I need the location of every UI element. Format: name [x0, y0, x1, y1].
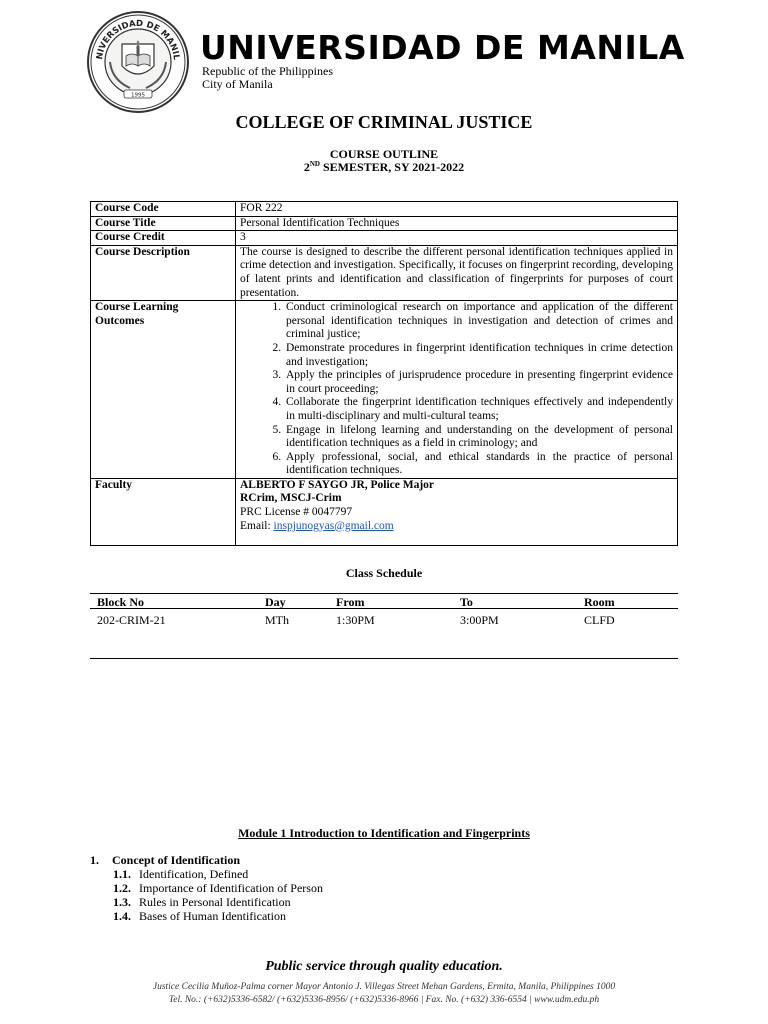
concept-title: Concept of Identification	[112, 853, 240, 867]
outcome-item: 5. Engage in lifelong learning and understanding on the development of personal identification techniques as a field in criminology; and	[284, 424, 673, 451]
semester-rest: SEMESTER, SY 2021-2022	[319, 160, 465, 174]
university-subtitle-country: Republic of the Philippines	[202, 64, 333, 78]
module-subitem	[113, 909, 286, 924]
outcomes-list	[240, 301, 673, 478]
schedule-cell-from: 1:30PM	[336, 613, 375, 627]
course-outcomes-row	[91, 301, 678, 479]
schedule-cell-room: CLFD	[584, 613, 615, 627]
schedule-cell-day: MTh	[265, 613, 289, 627]
subitem-label: Identification, Defined	[139, 867, 249, 881]
faculty-degrees: RCrim, MSCJ-Crim	[240, 492, 342, 505]
outcome-item: 1. Conduct criminological research on importance and application of the different personal identification techniques in investigation and detection of crimes and criminal justice;	[284, 301, 673, 342]
seal-year: 1995	[131, 92, 145, 99]
course-description-label: Course Description	[91, 245, 236, 300]
semester-number: 2	[303, 160, 310, 174]
semester-line	[0, 160, 768, 175]
course-outcomes-label-line1: Course Learning	[95, 301, 179, 314]
subitem-number: 1.1.	[113, 867, 131, 881]
module-subitem	[113, 895, 291, 910]
footer-address: Justice Cecilia Muñoz-Palma corner Mayor Antonio J. Villegas Street Mehan Gardens, Ermita, Manila, Philippines 1000	[152, 982, 616, 992]
university-subtitle-city: City of Manila	[202, 77, 273, 91]
outcome-item: 3. Apply the principles of jurisprudence procedure in presenting fingerprint evidence in court proceeding;	[284, 369, 673, 396]
concept-heading	[90, 853, 240, 868]
course-outcomes-label	[91, 301, 236, 479]
course-outcomes-label-line2: Outcomes	[95, 314, 145, 327]
faculty-email-link[interactable]: inspjunogyas@gmail.com	[273, 519, 394, 532]
course-description-value: The course is designed to describe the different personal identification techniques applied in crime detection and investigation. Specifically, it focuses on fingerprint recording, developing of latent prints and identification and classification of fingerprints for purposes of court presentation.	[236, 245, 678, 300]
footer-contact: Tel. No.: (+632)5336-6582/ (+632)5336-8956/ (+632)5336-8966 | Fax. No. (+632) 336-6554 | www.udm.edu.ph	[168, 995, 600, 1005]
module-subitem	[113, 867, 248, 882]
class-schedule-title: Class Schedule	[345, 566, 423, 580]
subitem-number: 1.2.	[113, 881, 131, 895]
subitem-number: 1.3.	[113, 895, 131, 909]
faculty-email-label: Email:	[240, 519, 274, 532]
schedule-cell-block: 202-CRIM-21	[97, 613, 166, 627]
course-title-row	[91, 216, 678, 231]
concept-number: 1.	[90, 853, 99, 867]
faculty-email-line	[240, 520, 673, 534]
course-info-table	[90, 201, 678, 546]
module-title: Module 1 Introduction to Identification and Fingerprints	[238, 826, 530, 840]
footer-motto: Public service through quality education.	[265, 959, 503, 974]
subitem-label: Rules in Personal Identification	[139, 895, 291, 909]
schedule-top-rule	[90, 593, 678, 594]
outcome-item: 2. Demonstrate procedures in fingerprint identification techniques in crime detection and investigation;	[284, 342, 673, 369]
university-seal	[86, 10, 190, 114]
faculty-name: ALBERTO F SAYGO JR, Police Major	[240, 478, 435, 491]
seal-text: NIVERSIDAD DE MANIL	[94, 18, 181, 61]
subitem-number: 1.4.	[113, 909, 131, 923]
course-credit-row	[91, 231, 678, 246]
schedule-header-block: Block No	[97, 595, 145, 609]
course-outline-title: COURSE OUTLINE	[329, 147, 439, 161]
schedule-header-day: Day	[265, 595, 286, 609]
faculty-label: Faculty	[91, 478, 236, 545]
semester-ordinal-suffix: ND	[309, 160, 320, 168]
schedule-header-from: From	[336, 595, 365, 609]
module-subitem	[113, 881, 323, 896]
schedule-header-room: Room	[584, 595, 615, 609]
course-code-row	[91, 202, 678, 217]
course-credit-label: Course Credit	[91, 231, 236, 246]
outcome-item: 4. Collaborate the fingerprint identification techniques effectively and independently in multi-disciplinary and multi-cultural teams;	[284, 396, 673, 423]
schedule-bottom-rule	[90, 658, 678, 659]
course-title-label: Course Title	[91, 216, 236, 231]
subitem-label: Importance of Identification of Person	[139, 881, 323, 895]
course-outcomes-value	[236, 301, 678, 479]
course-description-row	[91, 245, 678, 300]
course-title-value: Personal Identification Techniques	[236, 216, 678, 231]
course-code-value: FOR 222	[236, 202, 678, 217]
course-credit-value: 3	[236, 231, 678, 246]
schedule-header-to: To	[460, 595, 473, 609]
course-code-label: Course Code	[91, 202, 236, 217]
university-name: UNIVERSIDAD DE MANILA	[200, 28, 685, 67]
faculty-value	[236, 478, 678, 545]
college-title: COLLEGE OF CRIMINAL JUSTICE	[235, 112, 533, 132]
faculty-row	[91, 478, 678, 545]
outcome-item: 6. Apply professional, social, and ethical standards in the practice of personal identification techniques.	[284, 451, 673, 478]
schedule-cell-to: 3:00PM	[460, 613, 499, 627]
faculty-license: PRC License # 0047797	[240, 506, 353, 519]
subitem-label: Bases of Human Identification	[139, 909, 286, 923]
